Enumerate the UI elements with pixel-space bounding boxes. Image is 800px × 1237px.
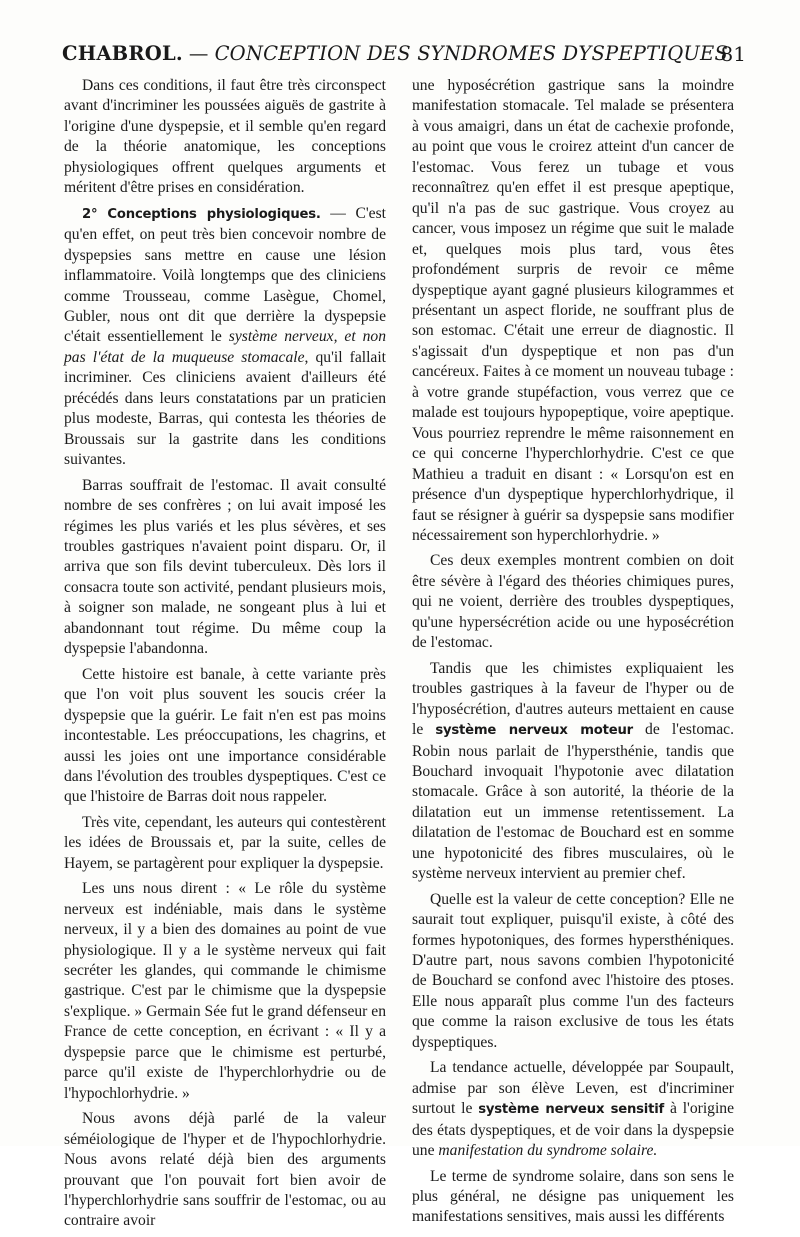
header-separator: —	[188, 42, 209, 65]
paragraph-text: à l'origine des états dyspeptiques, et de voir dans la dyspepsie une	[412, 1100, 735, 1160]
paragraph: Le terme de syndrome solaire, dans son sens le plus général, ne désigne pas uniquement les manifestations sensitives, mais aussi les différents	[412, 1167, 734, 1226]
paragraph-text: — C'est qu'en effet, on peut très bien concevoir nombre de dyspepsies sans mettre en cause une lésion inflammatoire. Voilà longtemps que des cliniciens comme Trousseau, comme Lasègue, Chomel, Gubler, nous ont dit que derrière la dyspepsie c'était essentiellement le	[64, 204, 386, 346]
paragraph-sensory-nervous-system	[412, 1058, 734, 1161]
section-heading: 2° Conceptions physiologiques.	[82, 206, 321, 222]
right-column	[412, 76, 734, 1233]
page-number: 81	[720, 42, 746, 66]
paragraph-text: La tendance actuelle, développée par Soupault, admise par son élève Leven, est d'incriminer surtout le	[412, 1059, 734, 1118]
paragraph-text: de l'estomac. Robin nous parlait de l'hypersthénie, tandis que Bouchard invoquait l'hypotonie avec dilatation stomacale. Grâce à son autorité, la théorie de la dilatation eut un immense retentissement. La dilatation de l'estomac de Bouchard est en somme une hypotonicité des fibres musculaires, où le système nerveux intervient au premier chef.	[412, 721, 734, 883]
running-header	[62, 40, 746, 72]
paragraph-continued: une hyposécrétion gastrique sans la moindre manifestation stomacale. Tel malade se présentera à vous amaigri, dans un état de cachexie profonde, au point que vous le croirez atteint d'un cancer de l'estomac. Vous ferez un tubage et vous reconnaîtrez qu'en effet il est presque apeptique, qu'il n'a pas de suc gastrique. Vous croyez au cancer, vous imposez un régime que suit le malade et, quelques mois plus tard, vous êtes profondément surpris de revoir ce même dyspeptique ayant gagné plusieurs kilogrammes et présentant un aspect floride, ne souffrant plus de son estomac. C'était une erreur de diagnostic. Il s'agissait d'un dyspeptique et non pas d'un cancéreux. Faites à ce moment un nouveau tubage : à votre grande stupéfaction, vous verrez que ce malade est toujours hypopeptique, voire apeptique. Vous pourriez reprendre le même raisonnement en ce qui concerne l'hyperchlorhydrie. C'est ce que Mathieu a traduit en disant : « Lorsqu'on est en présence d'un dyspeptique hyperchlorhydrique, il faut se résigner à guérir sa dyspepsie sans modifier nécessairement son hyperchlorhydrie. »	[412, 77, 734, 544]
paragraph-physiological-conceptions	[64, 204, 386, 471]
left-column	[64, 76, 386, 1237]
paragraph: Barras souffrait de l'estomac. Il avait consulté nombre de ses confrères ; on lui avait imposé les régimes les plus variés et les plus sévères, et ses troubles gastriques n'avaient point disparu. Or, il arriva que son fils devint tuberculeux. Dès lors il consacra toute son activité, pendant plusieurs mois, à soigner son malade, ne songeant plus à lui et abandonnant tout régime. Du même coup la dyspepsie l'abandonna.	[64, 476, 386, 658]
header-author: CHABROL.	[62, 42, 183, 65]
paragraph-text: Tandis que les chimistes expliquaient les troubles gastriques à la faveur de l'hyper ou de l'hyposécrétion, d'autres auteurs mettaient en cause le	[412, 659, 734, 739]
emphasis-text: manifestation du syndrome solaire.	[438, 1142, 658, 1160]
bold-term: système nerveux sensitif	[478, 1102, 665, 1118]
paragraph: Très vite, cependant, les auteurs qui contestèrent les idées de Broussais et, par la suite, celles de Hayem, se partagèrent pour expliquer la dyspepsie.	[64, 813, 386, 872]
paragraph-motor-nervous-system	[412, 659, 734, 885]
emphasis-text: système nerveux, et non pas l'état de la muqueuse stomacale	[64, 328, 386, 366]
running-title	[62, 42, 728, 65]
paragraph: Cette histoire est banale, à cette variante près que l'on voit plus souvent les soucis créer la dyspepsie que la guérir. Le fait n'en est pas moins incontestable. Les préoccupations, les chagrins, et aussi les joies ont une importance considérable dans l'évolution des troubles dyspeptiques. C'est ce que l'histoire de Barras doit nous rappeler.	[64, 665, 386, 806]
bold-term: système nerveux moteur	[435, 723, 633, 739]
paragraph: Dans ces conditions, il faut être très circonspect avant d'incriminer les poussées aiguës de gastrite à l'origine d'une dyspepsie, et il semble qu'en regard de la théorie anatomique, les conceptions physiologiques offrent quelques arguments et méritent d'être prises en considération.	[64, 77, 386, 197]
paragraph: Ces deux exemples montrent combien on doit être sévère à l'égard des théories chimiques pures, qui ne voient, derrière des troubles dyspeptiques, qu'une hypersécrétion acide ou une hyposécrétion de l'estomac.	[412, 552, 734, 652]
paragraph-text: , qu'il fallait incriminer. Ces cliniciens avaient d'ailleurs été précédés dans leurs constatations par un praticien plus modeste, Barras, qui contesta les théories de Broussais sur la gastrite dans les conditions suivantes.	[64, 348, 386, 469]
paragraph: Quelle est la valeur de cette conception? Elle ne saurait tout expliquer, puisqu'il existe, à côté des formes hypotoniques, des formes hypersthéniques. D'autre part, nous savons combien l'hypotonicité de Bouchard se confond avec l'histoire des ptoses. Elle nous apparaît plus comme l'un des facteurs que comme la raison exclusive de tous les états dyspeptiques.	[412, 890, 734, 1051]
paragraph: Les uns nous dirent : « Le rôle du système nerveux est indéniable, mais dans le système nerveux, il y a bien des domaines au point de vue physiologique. Il y a le système nerveux qui fait secréter les glandes, qui commande le chimisme gastrique. C'est par le chimisme que la dyspepsie s'explique. » Germain Sée fut le grand défenseur en France de cette conception, en écrivant : « Il y a dyspepsie parce que le chimisme est perturbé, parce qu'il existe de l'hyperchlorhydrie ou de l'hypochlorhydrie. »	[64, 880, 386, 1102]
paragraph: Nous avons déjà parlé de la valeur séméiologique de l'hyper et de l'hypochlorhydrie. Nous avons relaté déjà bien des arguments prouvant que l'on pouvait fort bien avoir de l'hyperchlorhydrie sans souffrir de l'estomac, ou au contraire avoir	[64, 1110, 386, 1230]
header-subject: CONCEPTION DES SYNDROMES DYSPEPTIQUES	[214, 42, 729, 65]
